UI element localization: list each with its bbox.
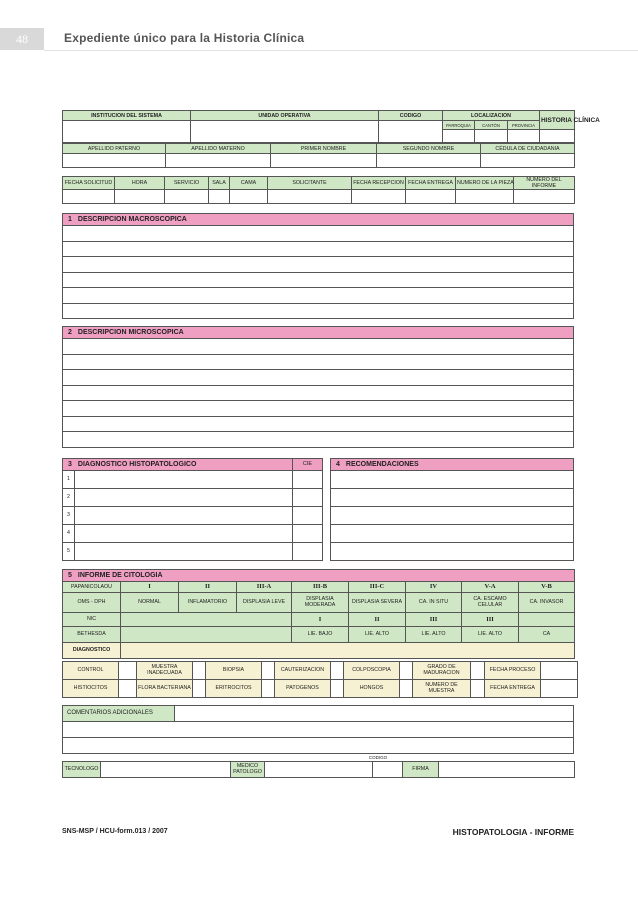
comments-field[interactable] (175, 705, 574, 721)
province-label: PROVINCIA (508, 121, 540, 130)
biopsy-label: BIOPSIA (206, 661, 262, 679)
cie-field[interactable] (293, 506, 323, 524)
oms-class[interactable]: DISPLASIA SEVERA (349, 592, 406, 612)
cytology-header (63, 569, 575, 581)
nic-class[interactable]: III (462, 612, 519, 626)
maternal-surname-label: APELLIDO MATERNO (166, 144, 271, 154)
cytology-section (62, 569, 575, 659)
text-line[interactable] (63, 272, 574, 288)
signature-field[interactable] (439, 761, 575, 777)
text-line[interactable] (63, 370, 574, 386)
oms-class[interactable]: CA. INVASOR (519, 592, 575, 612)
section-number: 1 (68, 216, 72, 224)
hour-label: HORA (115, 177, 165, 190)
oms-class[interactable]: CA. ESCAMO CELULAR (462, 592, 519, 612)
colposcopy-label: COLPOSCOPIA (344, 661, 400, 679)
reception-date-field[interactable] (352, 190, 406, 204)
diagnosis-field[interactable] (75, 506, 293, 524)
macroscopic-section (62, 213, 574, 319)
cie-field[interactable] (293, 488, 323, 506)
text-line[interactable] (63, 401, 574, 417)
service-field[interactable] (165, 190, 209, 204)
fungi-label: HONGOS (344, 679, 400, 697)
piece-number-label: NUMERO DE LA PIEZA (456, 177, 514, 190)
text-line[interactable] (63, 241, 574, 257)
maternal-surname-field[interactable] (166, 154, 271, 168)
histiocytes-label: HISTIOCITOS (63, 679, 119, 697)
location-label: LOCALIZACION (443, 111, 540, 121)
pap-class: II (179, 581, 237, 592)
colposcopy-field[interactable] (400, 661, 413, 679)
paternal-surname-field[interactable] (63, 154, 166, 168)
process-date-field[interactable] (541, 661, 578, 679)
text-line[interactable] (331, 524, 574, 542)
comments-section (62, 705, 574, 754)
row-number: 3 (63, 506, 75, 524)
report-number-field[interactable] (514, 190, 575, 204)
room-field[interactable] (209, 190, 230, 204)
first-name-field[interactable] (271, 154, 377, 168)
signature-table (62, 761, 575, 778)
bed-field[interactable] (230, 190, 268, 204)
fungi-field[interactable] (400, 679, 413, 697)
bacterial-flora-label: FLORA BACTERIANA (137, 679, 193, 697)
province-field[interactable] (508, 130, 540, 143)
code-label: CODIGO (379, 111, 443, 121)
reception-date-label: FECHA RECEPCION (352, 177, 406, 190)
microscopic-header (63, 327, 574, 339)
page-number: 48 (0, 28, 44, 50)
id-number-label: CÉDULA DE CIUDADANIA (481, 144, 575, 154)
institution-label: INSTITUCION DEL SISTEMA (63, 111, 191, 121)
nic-empty (121, 612, 292, 626)
text-line[interactable] (63, 303, 574, 319)
cauterization-field[interactable] (331, 661, 344, 679)
operative-unit-label: UNIDAD OPERATIVA (191, 111, 379, 121)
code-field[interactable] (379, 121, 443, 143)
clinical-history-label: HISTORIA CLÍNICA (540, 111, 575, 130)
sample-number-field[interactable] (471, 679, 485, 697)
first-name-label: PRIMER NOMBRE (271, 144, 377, 154)
maturation-grade-label: GRADO DE MADURACION (413, 661, 471, 679)
text-line[interactable] (331, 488, 574, 506)
diagnosis-header (63, 458, 293, 470)
text-line[interactable] (63, 721, 574, 737)
diagnosis-section (62, 458, 323, 561)
pathogens-field[interactable] (331, 679, 344, 697)
nic-label: NIC (63, 612, 121, 626)
pap-class: I (121, 581, 179, 592)
header-divider (44, 50, 638, 51)
signature-label: FIRMA (403, 761, 439, 777)
bethesda-class[interactable]: LIE. BAJO (292, 626, 349, 642)
text-line[interactable] (331, 506, 574, 524)
oms-class[interactable]: DISPLASIA MODERADA (292, 592, 349, 612)
cie-field[interactable] (293, 470, 323, 488)
canton-label: CANTÓN (475, 121, 508, 130)
bethesda-empty (121, 626, 292, 642)
code-field[interactable] (373, 761, 403, 777)
cytology-findings-table (62, 661, 578, 698)
sample-number-label: NUMERO DE MUESTRA (413, 679, 471, 697)
text-line[interactable] (63, 288, 574, 304)
diagnosis-field[interactable] (75, 524, 293, 542)
cauterization-label: CAUTERIZACION (275, 661, 331, 679)
second-name-label: SEGUNDO NOMBRE (377, 144, 481, 154)
parish-label: PARROQUIA (443, 121, 475, 130)
hour-field[interactable] (115, 190, 165, 204)
section-title: DESCRIPCION MICROSCOPICA (77, 329, 184, 337)
row-number: 2 (63, 488, 75, 506)
comments-label: COMENTARIOS ADICIONALES (63, 705, 175, 721)
inadequate-sample-field[interactable] (193, 661, 206, 679)
text-line[interactable] (63, 385, 574, 401)
text-line[interactable] (63, 432, 574, 448)
operative-unit-field[interactable] (191, 121, 379, 143)
technologist-field[interactable] (101, 761, 231, 777)
nic-class[interactable]: II (349, 612, 406, 626)
process-date-label: FECHA PROCESO (485, 661, 541, 679)
diagnosis-field[interactable] (75, 542, 293, 560)
paternal-surname-label: APELLIDO PATERNO (63, 144, 166, 154)
delivery-date-field[interactable] (406, 190, 456, 204)
clinical-history-field[interactable] (540, 130, 575, 143)
pap-class: III-C (349, 581, 406, 592)
page-title: Expediente único para la Historia Clínica (64, 31, 305, 45)
cie-field[interactable] (293, 542, 323, 560)
section-title: INFORME DE CITOLOGIA (77, 571, 163, 579)
bethesda-class[interactable]: CA (519, 626, 575, 642)
diagnosis-recommendations-row (62, 458, 574, 561)
form-name: HISTOPATOLOGIA - INFORME (452, 827, 574, 837)
patient-name-table (62, 143, 575, 168)
form-id: SNS-MSP / HCU-form.013 / 2007 (62, 828, 168, 835)
request-date-field[interactable] (63, 190, 115, 204)
delivery-date-label: FECHA ENTREGA (485, 679, 541, 697)
delivery-date-field[interactable] (541, 679, 578, 697)
canton-field[interactable] (475, 130, 508, 143)
text-line[interactable] (63, 257, 574, 273)
bethesda-class[interactable]: LIE. ALTO (462, 626, 519, 642)
section-title: RECOMENDACIONES (345, 460, 419, 468)
nic-empty (519, 612, 575, 626)
institution-table (62, 110, 600, 143)
section-number: 5 (68, 571, 72, 579)
piece-number-field[interactable] (456, 190, 514, 204)
bed-label: CAMA (230, 177, 268, 190)
row-number: 5 (63, 542, 75, 560)
control-field[interactable] (119, 661, 137, 679)
recommendations-section (330, 458, 574, 561)
oms-class[interactable]: DISPLASIA LEVE (237, 592, 292, 612)
recommendations-header (331, 458, 574, 470)
bethesda-label: BETHESDA (63, 626, 121, 642)
requester-label: SOLICITANTE (268, 177, 352, 190)
microscopic-section (62, 326, 574, 448)
oms-class[interactable]: INFLAMATORIO (179, 592, 237, 612)
bacterial-flora-field[interactable] (193, 679, 206, 697)
parish-field[interactable] (443, 130, 475, 143)
section-title: DIAGNOSTICO HISTOPATOLOGICO (77, 460, 197, 468)
bethesda-class[interactable]: LIE. ALTO (406, 626, 462, 642)
section-title: DESCRIPCION MACROSCOPICA (77, 216, 187, 224)
histiocytes-field[interactable] (119, 679, 137, 697)
text-line[interactable] (63, 226, 574, 242)
nic-class[interactable]: III (406, 612, 462, 626)
inadequate-sample-label: MUESTRA INADECUADA (137, 661, 193, 679)
maturation-grade-field[interactable] (471, 661, 485, 679)
oms-class[interactable]: CA. IN SITU (406, 592, 462, 612)
diagnosis-field[interactable] (75, 488, 293, 506)
row-number: 1 (63, 470, 75, 488)
cie-label: CIE (293, 458, 323, 470)
diagnosis-label: DIAGNOSTICO (63, 642, 121, 658)
row-number: 4 (63, 524, 75, 542)
request-table (62, 176, 575, 204)
code-caption: CODIGO (368, 754, 388, 760)
diagnosis-field[interactable] (75, 470, 293, 488)
pathologist-field[interactable] (265, 761, 373, 777)
papanicolaou-label: PAPANICOLAOU (63, 581, 121, 592)
second-name-field[interactable] (377, 154, 481, 168)
room-label: SALA (209, 177, 230, 190)
diagnosis-field[interactable] (121, 642, 575, 658)
macroscopic-header (63, 214, 574, 226)
text-line[interactable] (63, 737, 574, 753)
bethesda-class[interactable]: LIE. ALTO (349, 626, 406, 642)
technologist-label: TECNOLOGO (63, 761, 101, 777)
nic-class[interactable]: I (292, 612, 349, 626)
section-number: 2 (68, 329, 72, 337)
biopsy-field[interactable] (262, 661, 275, 679)
requester-field[interactable] (268, 190, 352, 204)
delivery-date-label: FECHA ENTREGA (406, 177, 456, 190)
control-label: CONTROL (63, 661, 119, 679)
text-line[interactable] (331, 470, 574, 488)
report-number-label: NUMERO DEL INFORME (514, 177, 575, 190)
text-line[interactable] (63, 354, 574, 370)
text-line[interactable] (63, 416, 574, 432)
institution-field[interactable] (63, 121, 191, 143)
pathogens-label: PATOGENOS (275, 679, 331, 697)
section-number: 4 (336, 460, 340, 468)
pap-class: III-B (292, 581, 349, 592)
pap-class: III-A (237, 581, 292, 592)
cie-field[interactable] (293, 524, 323, 542)
pathologist-label: MEDICO PATOLOGO (231, 761, 265, 777)
histopathology-form (62, 110, 600, 778)
pap-class: V-B (519, 581, 575, 592)
request-date-label: FECHA SOLICITUD (63, 177, 115, 190)
text-line[interactable] (331, 542, 574, 560)
oms-class[interactable]: NORMAL (121, 592, 179, 612)
id-number-field[interactable] (481, 154, 575, 168)
pap-class: V-A (462, 581, 519, 592)
service-label: SERVICIO (165, 177, 209, 190)
section-number: 3 (68, 460, 72, 468)
text-line[interactable] (63, 339, 574, 355)
oms-label: OMS - DPH (63, 592, 121, 612)
erythrocytes-field[interactable] (262, 679, 275, 697)
erythrocytes-label: ERITROCITOS (206, 679, 262, 697)
pap-class: IV (406, 581, 462, 592)
